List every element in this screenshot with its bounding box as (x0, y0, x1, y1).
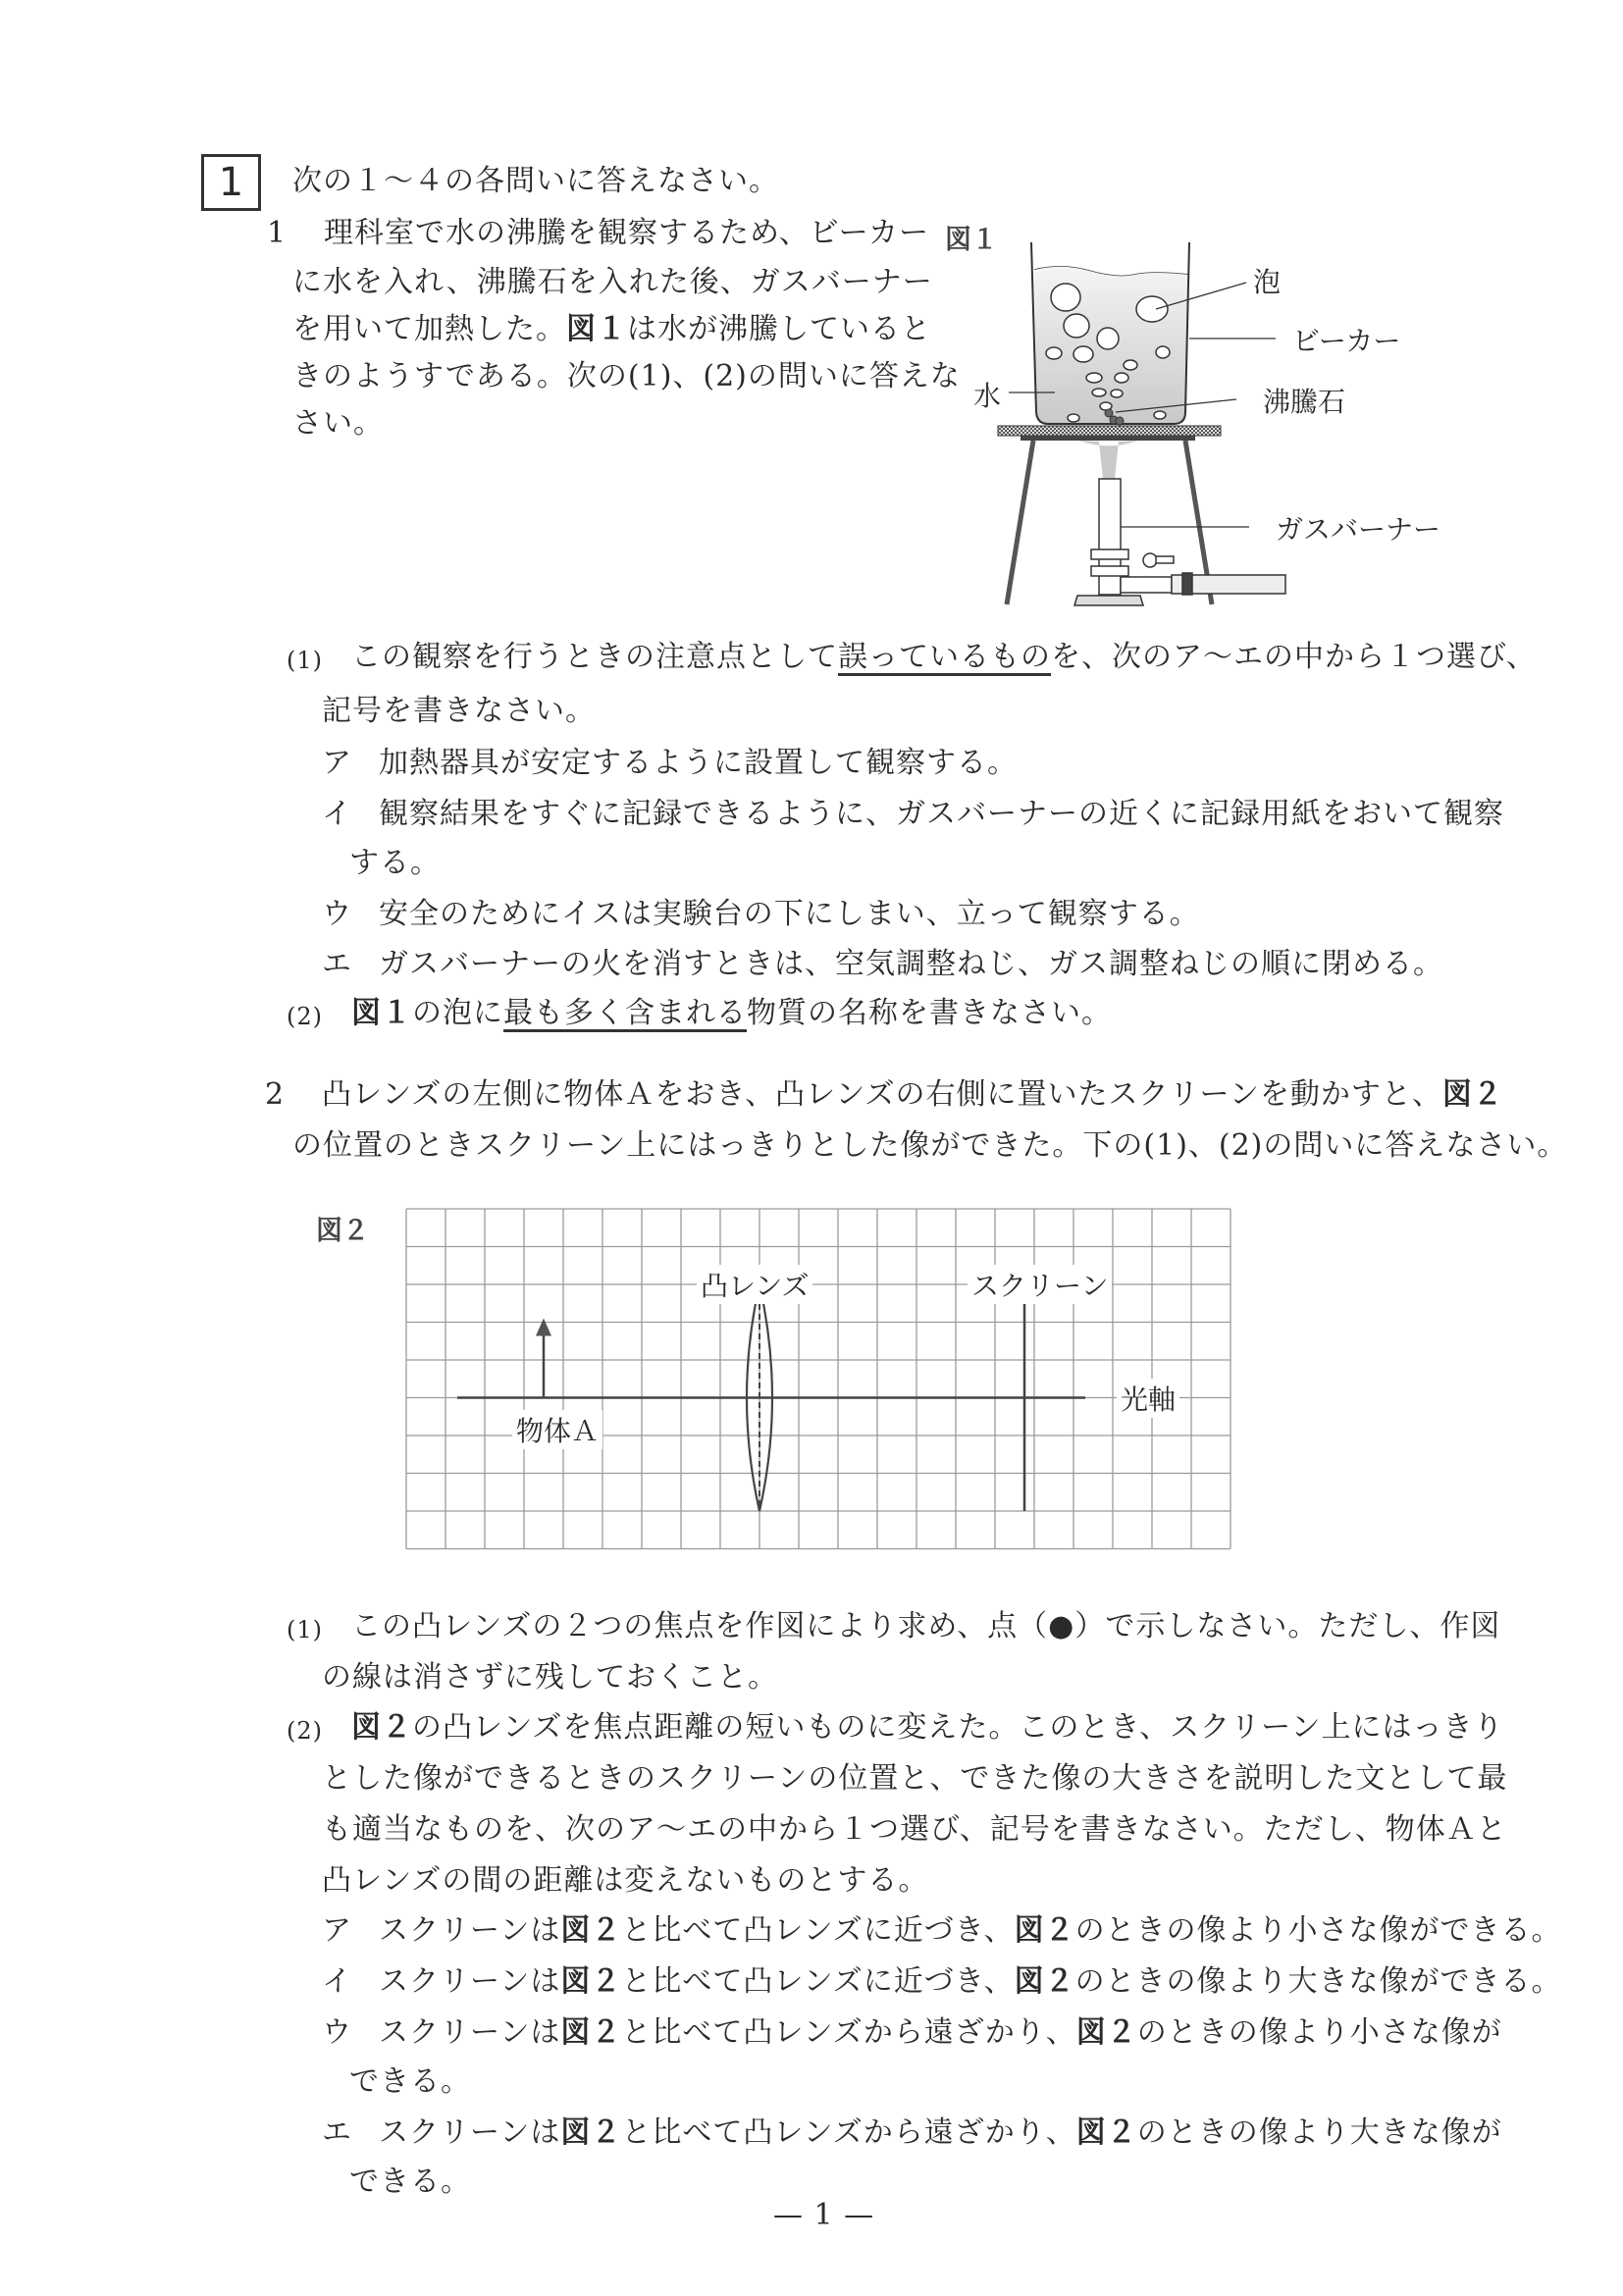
page-number: — 1 — (773, 2198, 875, 2232)
q2-option-text-part: と比べて凸レンズに近づき、 (621, 1964, 1015, 1999)
q1-sub2-text-c: 物質の名称を書きなさい。 (747, 996, 1112, 1030)
q1-option-text: 安全のためにイスは実験台の下にしまい、立って観察する。 (379, 897, 1200, 931)
q2-option-text-part: スクリーンは (379, 2115, 561, 2150)
q1-option-text: 加熱器具が安定するように設置して観察する。 (379, 746, 1018, 780)
q2-option-text-part: スクリーンは (379, 1913, 561, 1948)
flame (1079, 441, 1138, 479)
q2-option-text-part: のときの像より小さな像が (1136, 2015, 1502, 2050)
q1-option-mark: イ (322, 797, 352, 831)
q2-option-text-part: と比べて凸レンズから遠ざかり、 (621, 2115, 1076, 2150)
label-water: 水 (969, 375, 1005, 414)
label-optical-axis: 光軸 (1117, 1379, 1179, 1418)
q1-stem-line-3 (292, 312, 931, 347)
q2-option-mark: エ (322, 2115, 352, 2150)
label-bubble: 泡 (1249, 261, 1284, 300)
q1-sub1-underlined: 誤っているもの (838, 640, 1051, 674)
fig2-ref: 図２ (1014, 1913, 1075, 1948)
q2-option-text (379, 2015, 1502, 2051)
q2-option-text (379, 1964, 1562, 2000)
q2-option-text-part: のときの像より大きな像が (1136, 2115, 1502, 2150)
q1-sub2-number: (2) (287, 1003, 323, 1030)
object-a-arrowhead (536, 1319, 551, 1336)
q1-option-text: 観察結果をすぐに記録できるように、ガスバーナーの近くに記録用紙をおいて観察 (379, 797, 1504, 831)
label-object-a: 物体Ａ (512, 1410, 602, 1449)
fig2-ref: 図２ (560, 2115, 622, 2150)
q2-stem-line-1 (322, 1077, 1503, 1113)
q1-sub1-text (351, 640, 1537, 675)
q2-sub1-line-1: この凸レンズの２つの焦点を作図により求め、点（●）で示しなさい。ただし、作図 (351, 1609, 1501, 1644)
figure-1-beaker-burner (932, 216, 1482, 618)
q1-stem-line-3a: を用いて加熱した。 (292, 312, 566, 346)
q1-option-text: ガスバーナーの火を消すときは、空気調整ねじ、ガス調整ねじの順に閉める。 (379, 947, 1443, 981)
q2-option-mark: イ (322, 1964, 352, 1999)
q1-sub1-number: (1) (287, 647, 323, 674)
section-number-box: 1 (201, 154, 261, 211)
q2-option-text-part: のときの像より小さな像ができる。 (1074, 1913, 1562, 1948)
q1-stem-line-5: さい。 (292, 406, 384, 441)
q2-sub2-line-1 (351, 1710, 1504, 1746)
q1-sub1-text-a: この観察を行うときの注意点として (351, 640, 838, 674)
label-screen: スクリーン (968, 1265, 1112, 1304)
q2-option-text-part: と比べて凸レンズに近づき、 (621, 1913, 1015, 1948)
q1-option-mark: ア (322, 746, 352, 780)
fig2-ref: 図２ (1014, 1964, 1075, 1999)
gas-burner (1074, 479, 1285, 605)
q2-sub2-line-2: とした像ができるときのスクリーンの位置と、できた像の大きさを説明した文として最 (322, 1761, 1508, 1796)
q2-sub2-line-3: も適当なものを、次のア～エの中から１つ選び、記号を書きなさい。ただし、物体Ａと (322, 1812, 1507, 1847)
q2-sub2-line-1a: の凸レンズを焦点距離の短いものに変えた。このとき、スクリーン上にはっきり (412, 1710, 1504, 1745)
label-convex-lens: 凸レンズ (697, 1265, 812, 1304)
q2-sub2-number: (2) (287, 1717, 323, 1745)
tripod-top (1021, 436, 1195, 441)
q2-option-mark: ウ (322, 2015, 352, 2050)
fig2-ref: 図２ (560, 1964, 622, 1999)
q2-option-text-part: スクリーンは (379, 2015, 561, 2050)
q2-stem-line-1a: 凸レンズの左側に物体Ａをおき、凸レンズの右側に置いたスクリーンを動かすと、 (322, 1077, 1442, 1112)
q1-stem-line-3b: は水が沸騰していると (627, 312, 931, 346)
q2-option-mark: ア (322, 1913, 352, 1948)
wire-gauze (998, 426, 1221, 436)
q1-option-mark: ウ (322, 897, 352, 931)
q2-sub1-line-2: の線は消さずに残しておくこと。 (322, 1660, 778, 1695)
q1-option-mark: エ (322, 947, 352, 981)
fig1-ref: 図１ (566, 312, 627, 346)
q1-sub1-line2: 記号を書きなさい。 (322, 694, 596, 728)
label-boiling-stone: 沸騰石 (1259, 381, 1349, 420)
q2-sub2-line-4: 凸レンズの間の距離は変えないものとする。 (322, 1863, 929, 1898)
q1-sub2-underlined: 最も多く含まれる (503, 996, 747, 1030)
q2-option-text-part: スクリーンは (379, 1964, 561, 1999)
fig2-ref: 図２ (351, 1710, 412, 1745)
q1-stem-line-4: きのようすである。次の(1)、(2)の問いに答えな (292, 359, 961, 393)
fig2-ref: 図２ (1075, 2015, 1137, 2050)
fig2-ref: 図２ (560, 2015, 622, 2050)
q1-sub1-text-c: を、次のア～エの中から１つ選び、 (1051, 640, 1537, 674)
q2-sub1-number: (1) (287, 1616, 323, 1644)
fig1-ref: 図１ (351, 996, 412, 1030)
q1-sub2-text (351, 996, 1112, 1031)
q1-number: 1 (267, 216, 288, 250)
q2-option-text-part: のときの像より大きな像ができる。 (1074, 1964, 1562, 1999)
fig2-ref: 図２ (1441, 1077, 1503, 1112)
tripod-left-leg (1007, 441, 1033, 604)
q2-option-text-part: と比べて凸レンズから遠ざかり、 (621, 2015, 1076, 2050)
section-instruction: 次の１～４の各問いに答えなさい。 (292, 164, 779, 198)
figure-1-title: 図１ (945, 225, 998, 255)
q1-sub2-text-a: の泡に (412, 996, 503, 1030)
fig2-ref: 図２ (1075, 2115, 1137, 2150)
q1-option-text-cont: する。 (349, 846, 441, 880)
q2-option-text (379, 1913, 1562, 1949)
q2-option-text-cont: できる。 (349, 2165, 471, 2199)
label-gas-burner: ガスバーナー (1272, 508, 1444, 548)
fig2-ref: 図２ (560, 1913, 622, 1948)
figure-2-title: 図２ (316, 1216, 369, 1246)
q2-option-text-cont: できる。 (349, 2064, 471, 2099)
q1-stem-line-2: に水を入れ、沸騰石を入れた後、ガスバーナー (292, 265, 933, 299)
label-beaker: ビーカー (1288, 320, 1404, 359)
q2-option-text (379, 2115, 1502, 2151)
q1-stem-line-1: 理科室で水の沸騰を観察するため、ビーカー (324, 216, 929, 250)
q2-stem-line-2: の位置のときスクリーン上にはっきりとした像ができた。下の(1)、(2)の問いに答えなさい。 (292, 1128, 1568, 1163)
q2-number: 2 (265, 1077, 286, 1112)
